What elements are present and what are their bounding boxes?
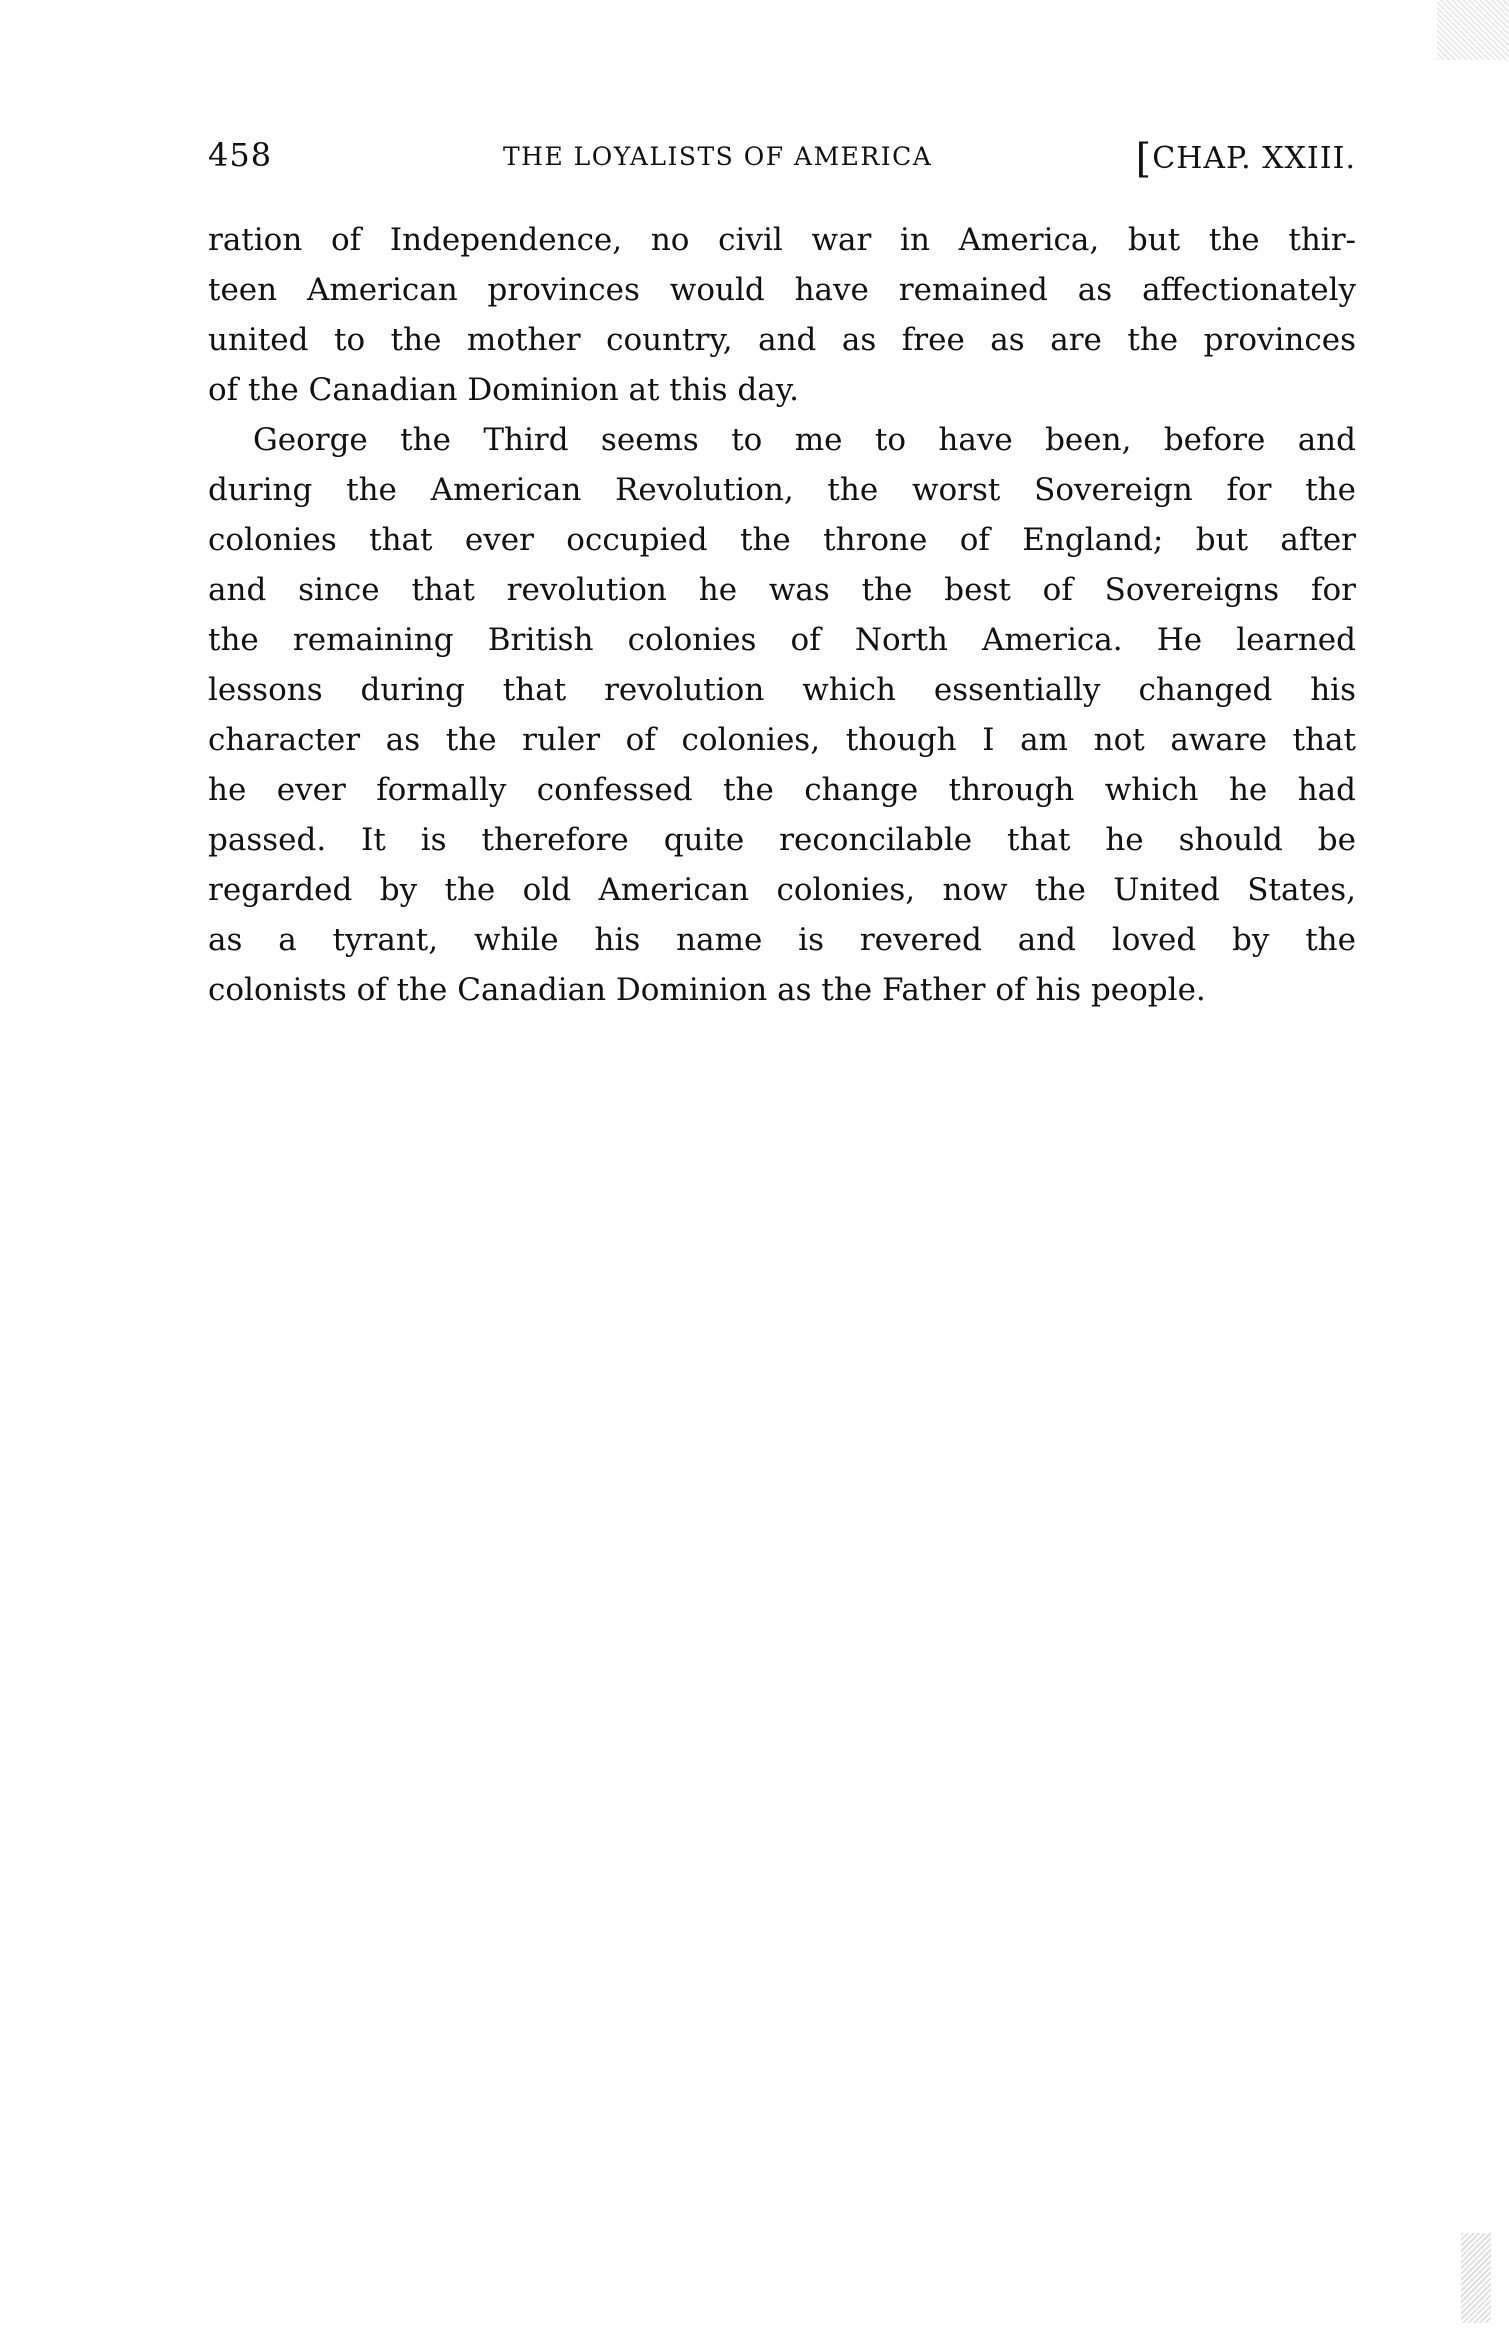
text-line: ration of Independence, no civil war in America, but the thir- bbox=[208, 222, 1356, 258]
text-line: the remaining British colonies of North America. He learned bbox=[208, 622, 1356, 658]
text-line: colonies that ever occupied the throne of England; but after bbox=[208, 522, 1356, 558]
page-number: 458 bbox=[208, 136, 273, 174]
text-line: he ever formally confessed the change through which he had bbox=[208, 772, 1356, 808]
book-page bbox=[208, 0, 1356, 2341]
body-text bbox=[208, 215, 1356, 1015]
paragraph-george-the-third bbox=[208, 415, 1356, 1015]
paragraph-continued bbox=[208, 215, 1356, 415]
text-line: united to the mother country, and as free as are the provinces bbox=[208, 322, 1356, 358]
text-line: as a tyrant, while his name is revered and loved by the bbox=[208, 922, 1356, 958]
text-line: lessons during that revolution which essentially changed his bbox=[208, 672, 1356, 708]
chapter-reference bbox=[1136, 136, 1356, 182]
text-line: character as the ruler of colonies, though I am not aware that bbox=[208, 722, 1356, 758]
running-head bbox=[208, 136, 1356, 182]
text-line: regarded by the old American colonies, now the United States, bbox=[208, 872, 1356, 908]
text-line: of the Canadian Dominion at this day. bbox=[208, 372, 799, 408]
text-line: and since that revolution he was the best of Sovereigns for bbox=[208, 572, 1356, 608]
chapter-bracket: [ bbox=[1135, 136, 1153, 182]
text-line: passed. It is therefore quite reconcilable that he should be bbox=[208, 822, 1356, 858]
text-line: during the American Revolution, the worst Sovereign for the bbox=[208, 472, 1356, 508]
book-title: THE LOYALISTS OF AMERICA bbox=[503, 142, 933, 171]
scan-edge-artifact bbox=[1461, 2233, 1491, 2323]
scan-corner-artifact bbox=[1437, 0, 1509, 60]
text-line: George the Third seems to me to have been, before and bbox=[253, 422, 1356, 458]
text-line: teen American provinces would have remained as affectionately bbox=[208, 272, 1356, 308]
chapter-label: CHAP. XXIII. bbox=[1152, 141, 1356, 176]
text-line: colonists of the Canadian Dominion as the Father of his people. bbox=[208, 972, 1206, 1008]
